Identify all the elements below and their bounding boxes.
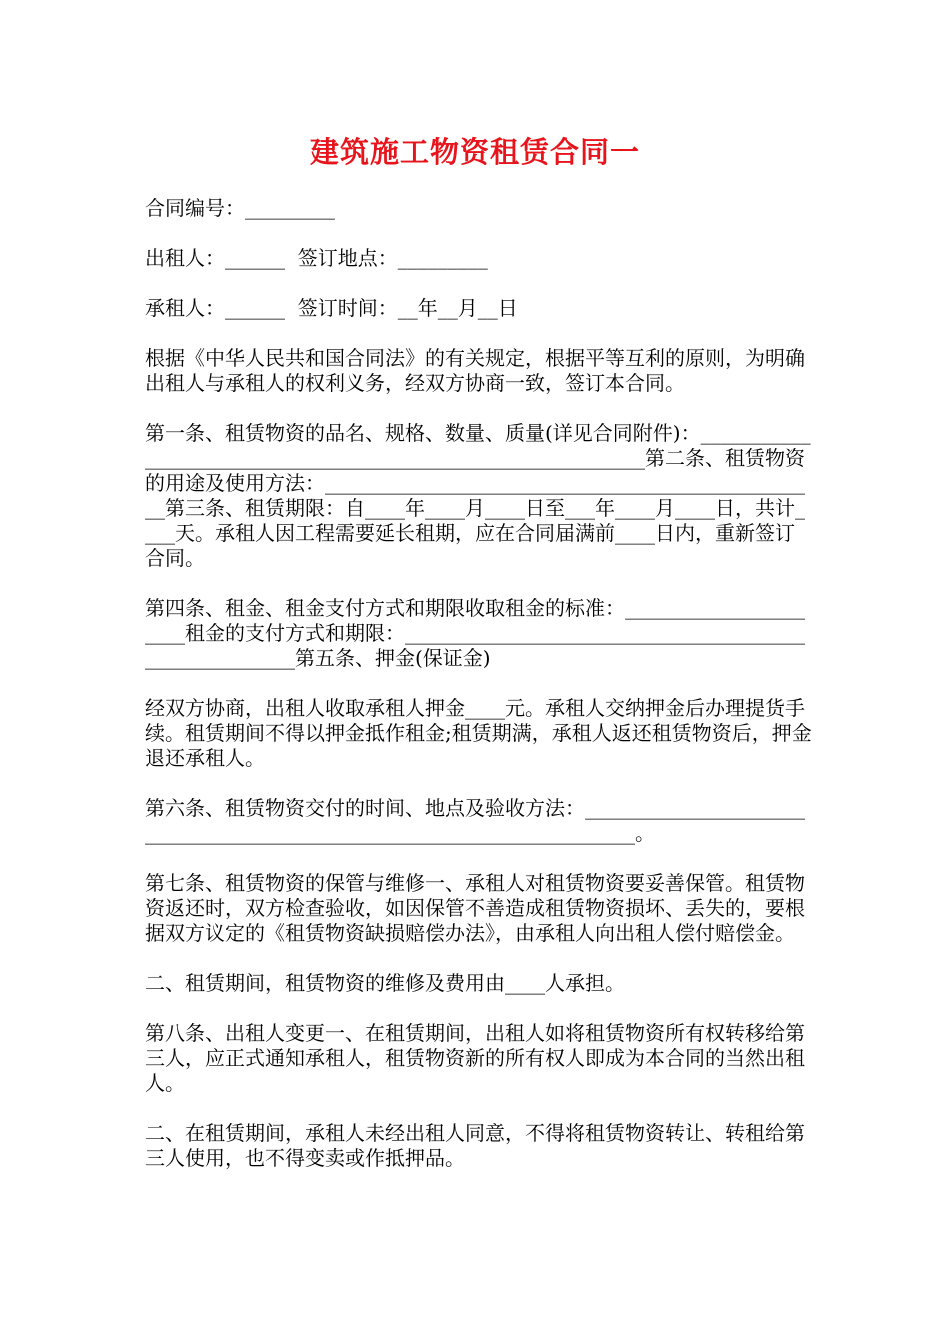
paragraph-article-7: 第七条、租赁物资的保管与维修一、承租人对租赁物资要妥善保管。租赁物资返还时，双方检查验收，如因保管不善造成租赁物资损坏、丢失的，要根据双方议定的《租赁物资缺损赔偿办法》，由承租人向出租人偿付赔偿金。 [145,871,805,945]
paragraph-articles-4-5: 第四条、租金、租金支付方式和期限收取租金的标准：______________________租金的支付方式和期限：_______________________________________________________第五条、押金(保证金) [145,596,805,670]
paragraph-articles-1-3: 第一条、租赁物资的品名、规格、数量、质量(详见合同附件)：_____________________________________________________________第二条、租赁物资的用途及使用方法：__________________________________________________第三条、租赁期限：自____年____月____日至___年____月____日，共计____天。承租人因工程需要延长租期，应在合同届满前____日内，重新签订合同。 [145,421,811,570]
paragraph-article-7-item-2: 二、租赁期间，租赁物资的维修及费用由____人承担。 [145,971,625,995]
page-title: 建筑施工物资租赁合同一 [309,135,640,169]
paragraph-article-8-item-2: 二、在租赁期间，承租人未经出租人同意，不得将租赁物资转让、转租给第三人使用，也不得变卖或作抵押品。 [145,1121,805,1170]
paragraph-deposit: 经双方协商，出租人收取承租人押金____元。承租人交纳押金后办理提货手续。租赁期间不得以押金抵作租金;租赁期满，承租人返还租赁物资后，押金退还承租人。 [145,696,812,770]
paragraph-article-6: 第六条、租赁物资交付的时间、地点及验收方法：_______________________________________________________________________。 [145,796,805,845]
paragraph-lessee: 承租人：______ 签订时间：__年__月__日 [145,296,518,320]
document-body [145,196,813,1196]
paragraph-contract-number: 合同编号：_________ [145,196,335,220]
paragraph-article-8: 第八条、出租人变更一、在租赁期间，出租人如将租赁物资所有权转移给第三人，应正式通知承租人，租赁物资新的所有权人即成为本合同的当然出租人。 [145,1021,805,1095]
paragraph-preamble: 根据《中华人民共和国合同法》的有关规定，根据平等互利的原则，为明确出租人与承租人的权利义务，经双方协商一致，签订本合同。 [145,346,805,395]
paragraph-lessor: 出租人：______ 签订地点：_________ [145,246,488,270]
